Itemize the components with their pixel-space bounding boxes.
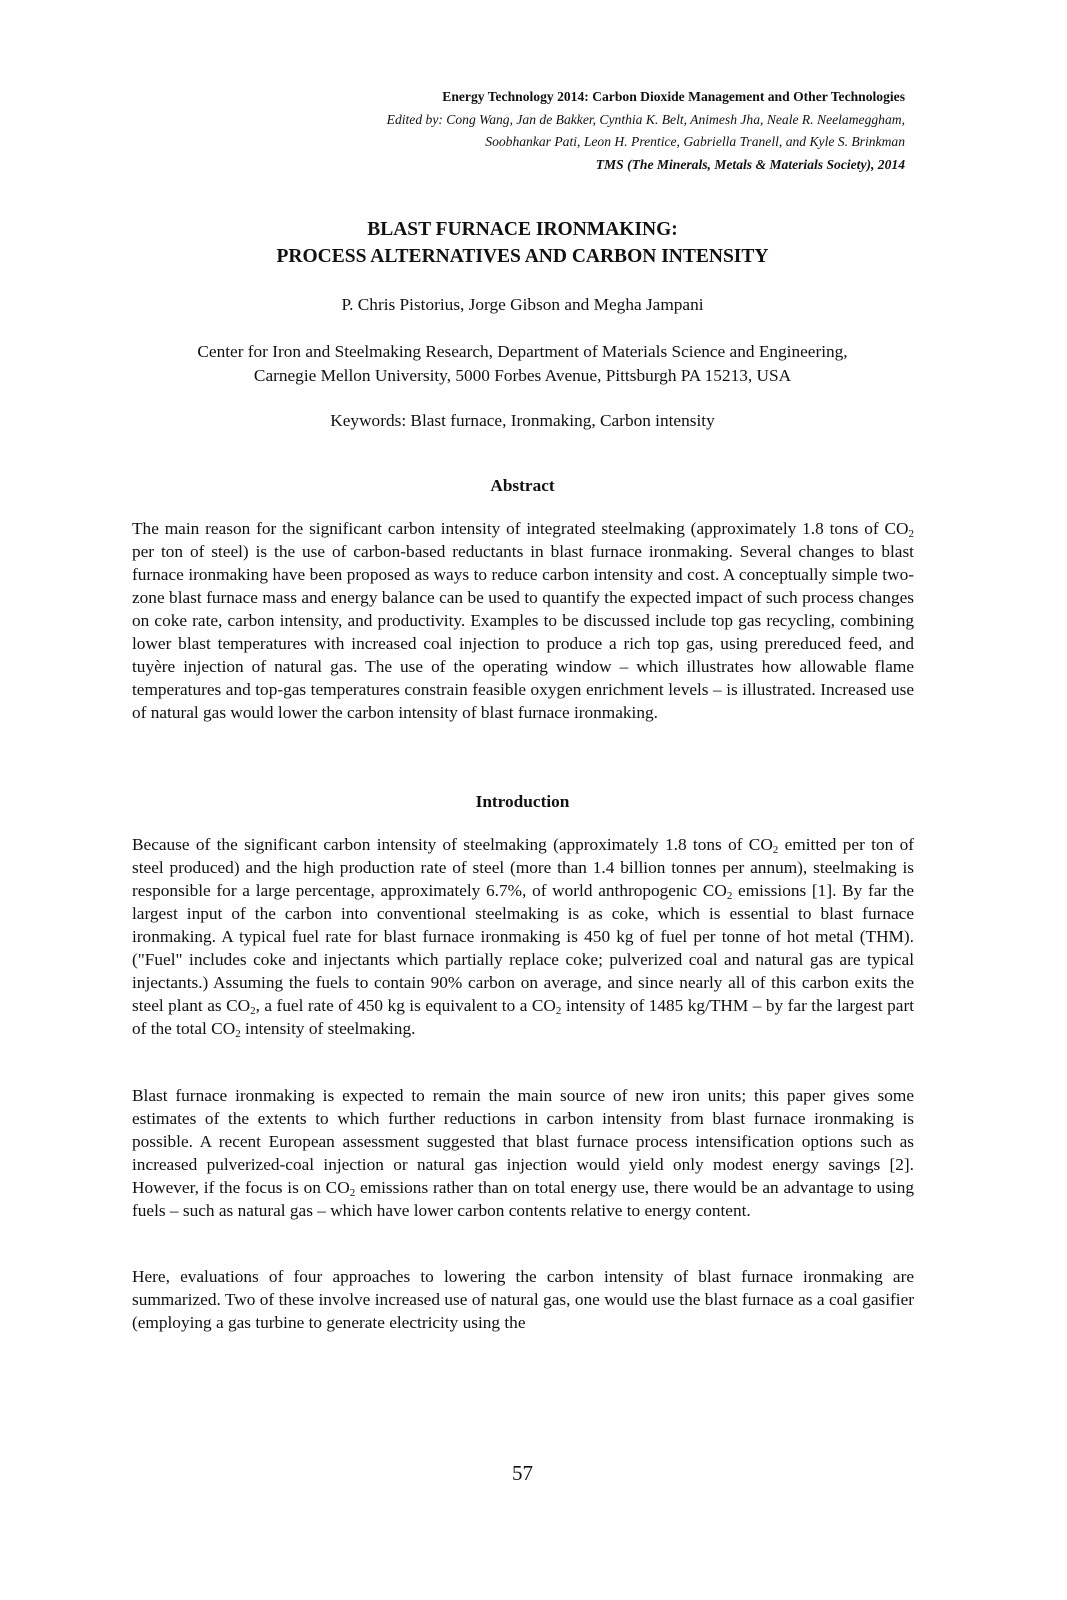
page-number: 57 <box>512 1461 533 1485</box>
intro-paragraph-1 <box>132 833 914 1040</box>
keywords: Keywords: Blast furnace, Ironmaking, Carbon intensity <box>330 411 715 430</box>
intro-paragraph-2 <box>132 1084 914 1222</box>
intro-p1-sub-a: 2 <box>772 844 779 856</box>
intro-p1-text-e: intensity of 1485 kg/THM – by far the largest part of the total CO <box>132 996 915 1039</box>
intro-p2-sub-a: 2 <box>349 1187 356 1200</box>
intro-p1-text-b: emitted per ton of steel produced) and the high production rate of steel (more than 1.4 billion tonnes per annum), steelmaking is responsible for a large percentage, approximately 6.7%, of world anthropogenic CO <box>132 835 914 901</box>
abstract-heading: Abstract <box>490 476 555 495</box>
affiliation-line-1: Center for Iron and Steelmaking Research, Department of Materials Science and Engineering, <box>197 342 848 361</box>
intro-p1-sub-e: 2 <box>235 1028 241 1041</box>
author-list: P. Chris Pistorius, Jorge Gibson and Megha Jampani <box>341 295 704 314</box>
intro-p1-sub-d: 2 <box>555 1005 562 1018</box>
intro-p2-text-a: Blast furnace ironmaking is expected to remain the main source of new iron units; this paper gives some estimates of the extents to which further reductions in carbon intensity from blast furnace ironmaking is possible. A recent European assessment suggested that blast furnace process intensification options such as increased pulverized-coal injection or natural gas injection would yield only modest energy savings [2]. However, if the focus is on CO <box>132 1086 914 1198</box>
publisher-line: TMS (The Minerals, Metals & Materials Society), 2014 <box>595 156 905 172</box>
affiliation <box>0 340 1045 387</box>
paper-title <box>0 216 1045 270</box>
abstract-subscript-1: 2 <box>908 528 914 540</box>
intro-p1-text-d: , a fuel rate of 450 kg is equivalent to a CO <box>255 996 556 1016</box>
editors-line-1: Edited by: Cong Wang, Jan de Bakker, Cynthia K. Belt, Animesh Jha, Neale R. Neelameggham, <box>386 111 905 127</box>
affiliation-line-2: Carnegie Mellon University, 5000 Forbes Avenue, Pittsburgh PA 15213, USA <box>253 365 792 385</box>
editors-line-2: Soobhankar Pati, Leon H. Prentice, Gabriella Tranell, and Kyle S. Brinkman <box>485 134 905 149</box>
conference-title: Energy Technology 2014: Carbon Dioxide Management and Other Technologies <box>442 89 905 104</box>
intro-paragraph-3: Here, evaluations of four approaches to lowering the carbon intensity of blast furnace ironmaking are summarized. Two of these involve increased use of natural gas, one would use the blast furnace as a coal gasifier (employing a gas turbine to generate electricity using the <box>132 1267 914 1333</box>
abstract-text-1: The main reason for the significant carbon intensity of integrated steelmaking (approximately 1.8 tons of CO <box>132 519 909 538</box>
abstract-paragraph <box>132 517 914 724</box>
intro-p1-sub-c: 2 <box>250 1005 256 1018</box>
intro-p1-text-f: intensity of steelmaking. <box>240 1019 416 1039</box>
intro-p2-text-b: emissions rather than on total energy use, there would be an advantage to using fuels – such as natural gas – which have lower carbon contents relative to energy content. <box>132 1178 914 1221</box>
title-line-2: PROCESS ALTERNATIVES AND CARBON INTENSITY <box>276 246 769 267</box>
title-line-1: BLAST FURNACE IRONMAKING: <box>367 219 678 240</box>
introduction-heading: Introduction <box>475 792 570 811</box>
intro-p1-text-a: Because of the significant carbon intensity of steelmaking (approximately 1.8 tons of CO <box>132 835 773 854</box>
abstract-text-2: per ton of steel) is the use of carbon-based reductants in blast furnace ironmaking. Several changes to blast furnace ironmaking have been proposed as ways to reduce carbon intensity and cost. A conceptually simple two-zone blast furnace mass and energy balance can be used to quantify the expected impact of such process changes on coke rate, carbon intensity, and productivity. Examples to be discussed include top gas recycling, combining lower blast temperatures with increased coal injection to produce a rich top gas, using prereduced feed, and tuyère injection of natural gas. The use of the operating window – which illustrates how allowable flame temperatures and top-gas temperatures constrain feasible oxygen enrichment levels – is illustrated. Increased use of natural gas would lower the carbon intensity of blast furnace ironmaking. <box>132 542 914 723</box>
publication-header <box>205 86 905 176</box>
intro-p1-sub-b: 2 <box>726 890 733 903</box>
intro-p1-text-c: emissions [1]. By far the largest input of the carbon into conventional steelmaking is as coke, which is essential to blast furnace ironmaking. A typical fuel rate for blast furnace ironmaking is 450 kg of fuel per tonne of hot metal (THM). ("Fuel" includes coke and injectants which partially replace coke; pulverized coal and natural gas are typical injectants.) Assuming the fuels to contain 90% carbon on average, and since nearly all of this carbon exits the steel plant as CO <box>132 881 915 1016</box>
